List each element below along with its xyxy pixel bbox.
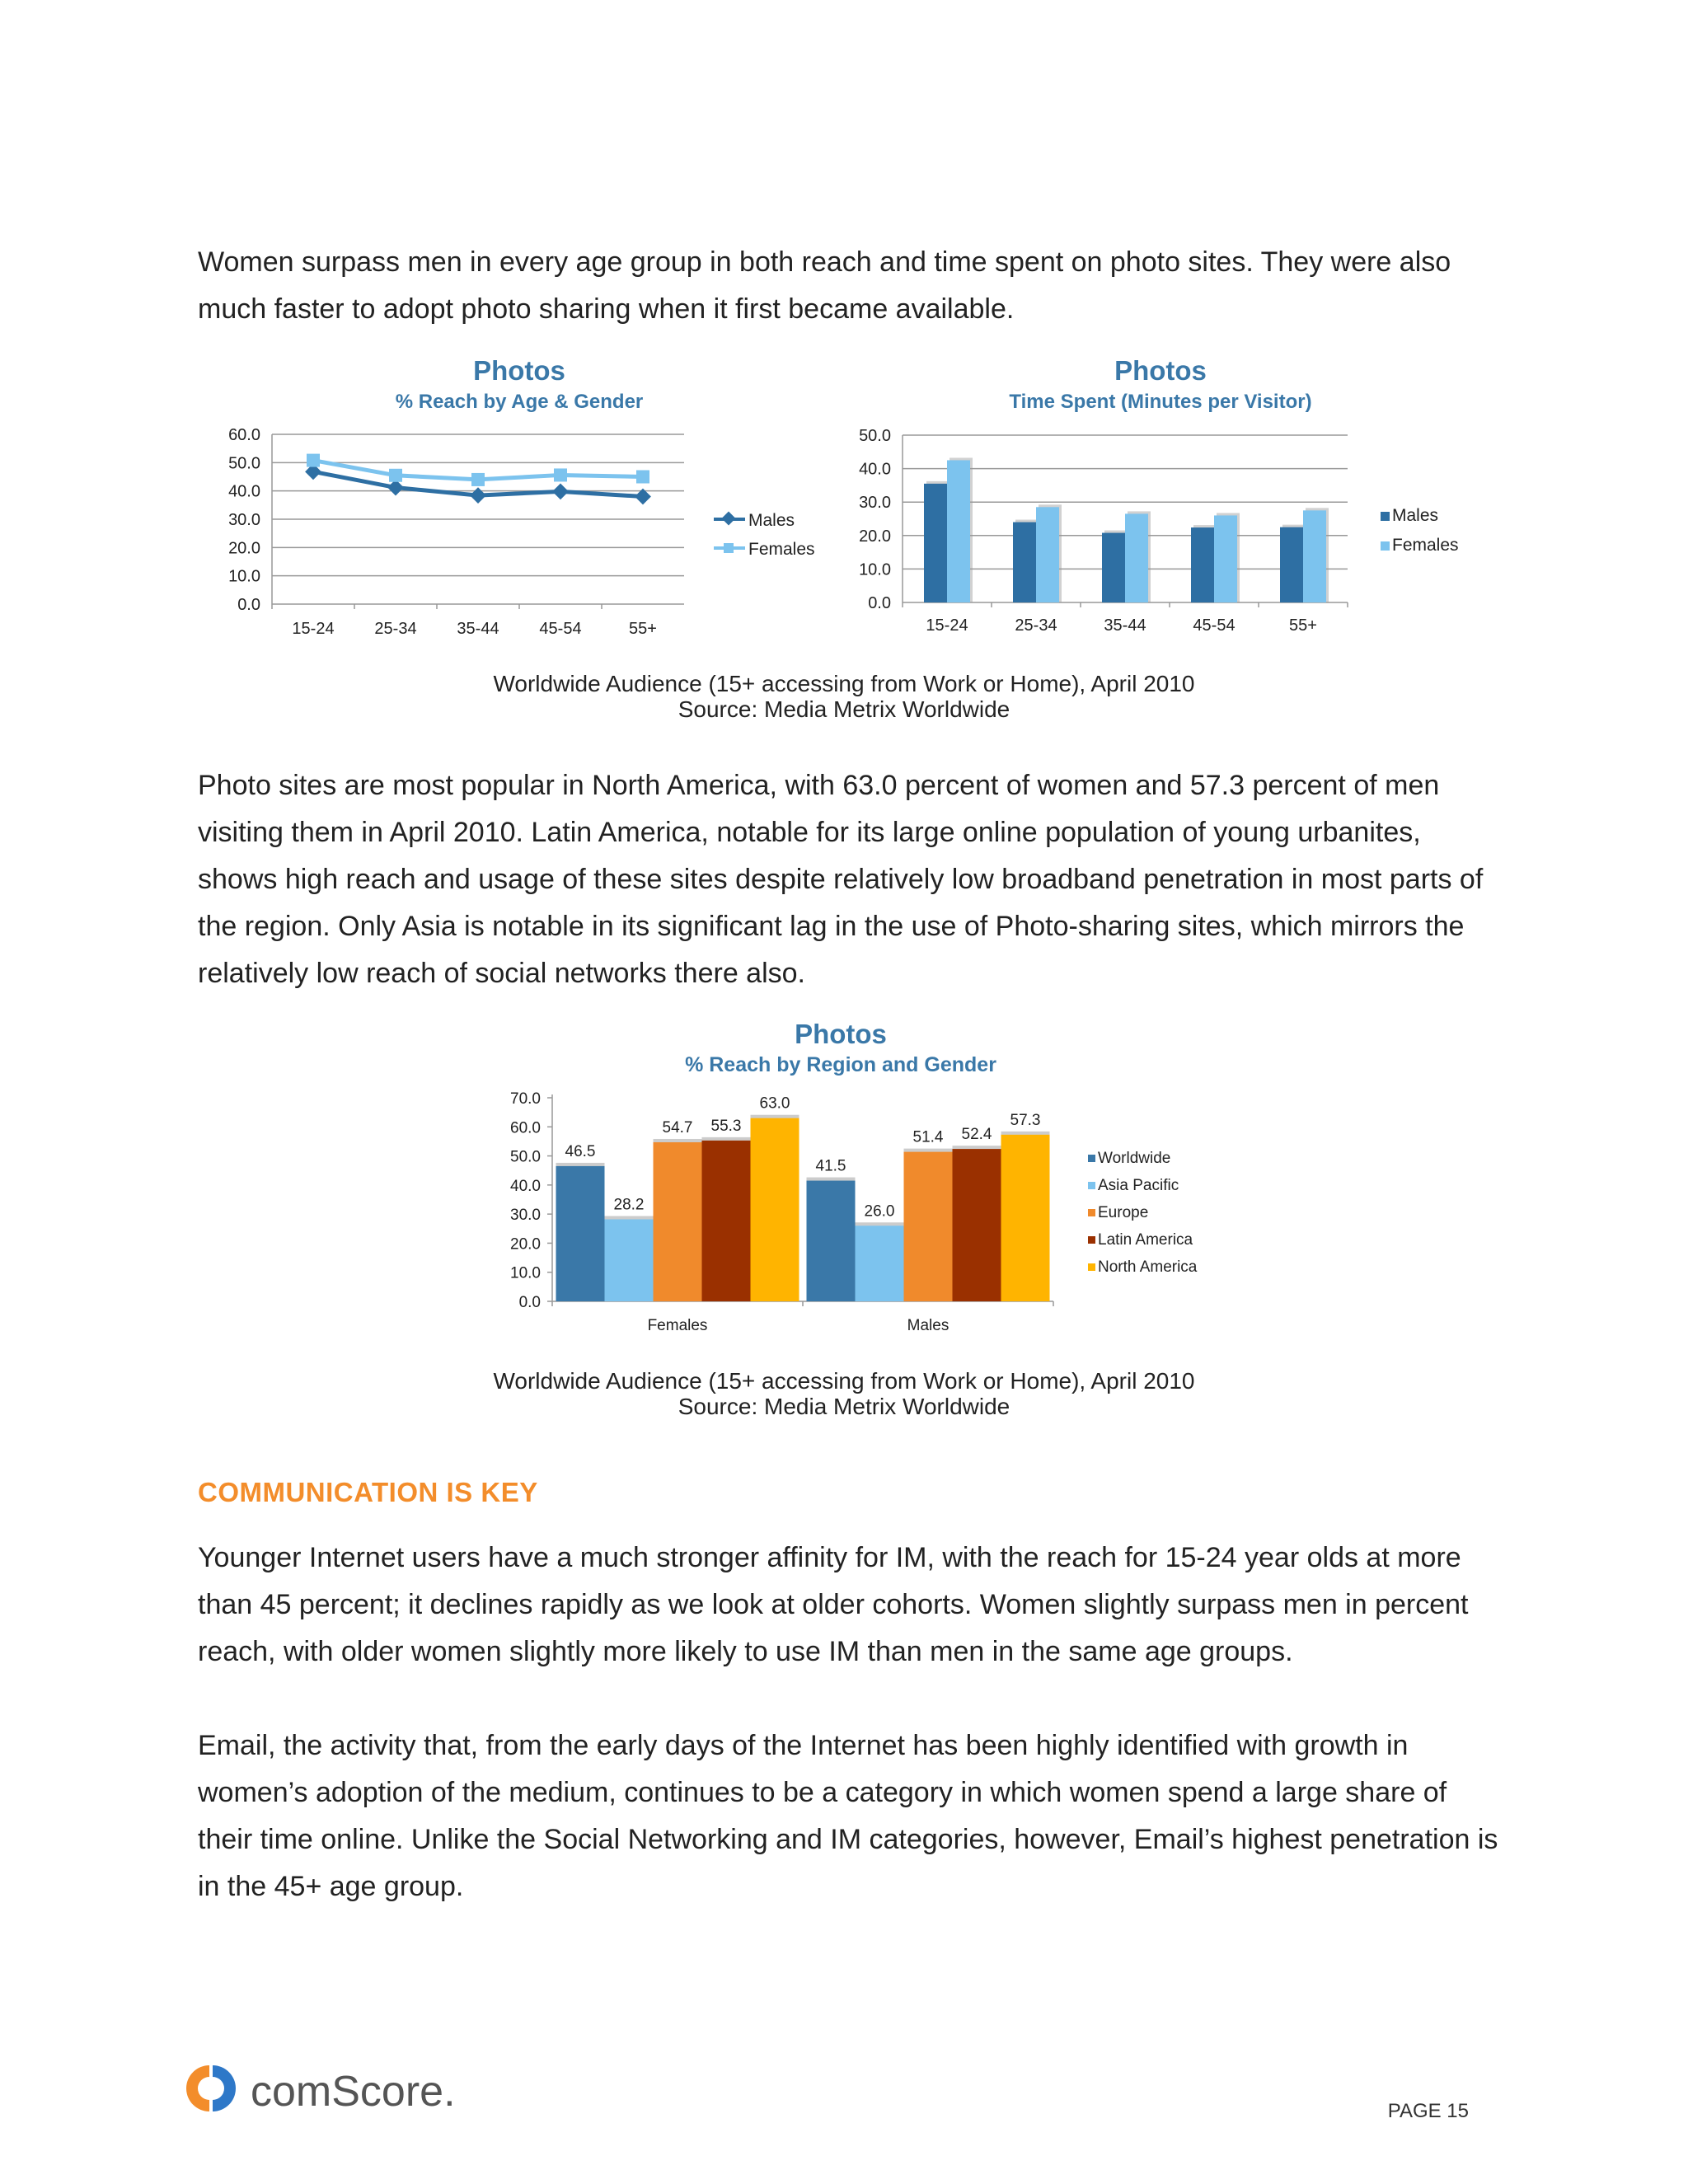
x-tick-label: 45-54 [1193,616,1236,635]
data-label: 63.0 [759,1094,790,1113]
data-label: 41.5 [815,1157,846,1175]
bar-latin-america [953,1149,1001,1301]
chart1-title: Photos [473,355,565,386]
legend-latin-america: Latin America [1098,1231,1193,1249]
bar-europe [904,1152,953,1301]
intro-paragraph: Women surpass men in every age group in both reach and time spent on photo sites. They were also much faster to adopt photo sharing when it first became available. [198,246,1451,325]
reach-by-age-gender-line-chart [198,350,815,647]
y-tick-label: 40.0 [228,482,260,501]
section-heading: COMMUNICATION IS KEY [198,1477,538,1507]
chart-caption-line2: Source: Media Metrix Worldwide [678,1394,1010,1419]
chart2-title: Photos [1114,355,1207,386]
y-tick-label: 30.0 [228,511,260,529]
data-label: 46.5 [565,1142,596,1160]
im-paragraph: Younger Internet users have a much stronger affinity for IM, with the reach for 15-24 year olds at more than 45 percent; it declines rapidly as we look at older cohorts. Women slightly surpass men in percent reach, with older women slightly more likely to use IM than men in the same age groups. [198,1542,1469,1667]
y-tick-label: 30.0 [859,494,891,513]
data-label: 28.2 [613,1196,645,1214]
page-number: PAGE 15 [1387,2100,1469,2122]
legend-females: Females [1392,536,1459,555]
y-tick-label: 40.0 [859,460,891,479]
bar-north-america [1001,1135,1050,1301]
bar-worldwide [556,1166,605,1301]
chart2-subtitle: Time Spent (Minutes per Visitor) [1009,391,1312,413]
y-tick-label: 60.0 [510,1119,541,1137]
x-tick-label: 55+ [1289,616,1317,635]
reach-by-region-bar-chart [462,1014,1245,1335]
chart3-legend [1088,1150,1198,1276]
data-point-females [307,454,320,467]
comscore-logo-icon [186,2065,236,2111]
bar-asia-pacific [605,1219,654,1301]
bar-europe [654,1142,702,1301]
x-tick-label: 25-34 [1015,616,1057,635]
x-tick-label: 15-24 [292,620,335,638]
data-point-females [471,473,485,486]
legend-north-america: North America [1098,1258,1198,1276]
x-tick-label: Males [907,1317,950,1334]
legend-males: Males [748,511,795,530]
data-point-females [389,469,402,482]
data-label: 52.4 [961,1126,992,1144]
x-tick-label: 55+ [629,620,657,638]
chart-caption-line1: Worldwide Audience (15+ accessing from Work or Home), April 2010 [493,671,1195,696]
comscore-logo [185,2062,514,2120]
time-spent-bar-chart [832,350,1492,647]
data-point-males [552,483,569,499]
x-tick-label: Females [647,1317,708,1334]
data-point-females [636,471,649,484]
data-point-males [470,487,486,504]
bar-males [1280,527,1303,602]
y-tick-label: 50.0 [228,454,260,473]
y-tick-label: 40.0 [510,1177,541,1195]
bar-males [1102,533,1125,602]
data-label: 51.4 [912,1128,944,1146]
x-tick-label: 35-44 [1104,616,1146,635]
y-tick-label: 10.0 [859,560,891,579]
x-tick-label: 45-54 [539,620,582,638]
y-tick-label: 20.0 [510,1235,541,1254]
y-tick-label: 0.0 [868,594,891,612]
chart2-legend [1381,506,1459,555]
bar-north-america [751,1118,799,1301]
legend-europe: Europe [1098,1204,1149,1221]
data-label: 54.7 [662,1118,693,1137]
data-label: 26.0 [864,1202,895,1221]
y-tick-label: 0.0 [237,596,260,614]
legend-males: Males [1392,506,1439,525]
bar-females [1125,513,1148,602]
x-tick-label: 15-24 [926,616,968,635]
y-tick-label: 60.0 [228,426,260,444]
x-tick-label: 25-34 [374,620,417,638]
y-tick-label: 30.0 [510,1207,541,1225]
bar-males [1013,523,1036,602]
bar-females [1303,510,1326,602]
data-point-females [554,468,567,481]
chart-caption-line2: Source: Media Metrix Worldwide [678,696,1010,722]
y-tick-label: 20.0 [228,539,260,558]
x-tick-label: 35-44 [457,620,499,638]
data-label: 55.3 [710,1117,742,1135]
bar-males [1191,527,1214,602]
bar-females [1036,507,1059,602]
bar-worldwide [807,1181,856,1301]
y-tick-label: 0.0 [518,1294,541,1311]
legend-asia-pacific: Asia Pacific [1098,1177,1179,1194]
bar-females [947,460,970,602]
chart3-subtitle: % Reach by Region and Gender [685,1053,996,1076]
y-tick-label: 50.0 [859,427,891,445]
bar-latin-america [702,1141,751,1301]
bar-females [1214,515,1237,602]
chart3-title: Photos [795,1019,887,1049]
y-tick-label: 50.0 [510,1148,541,1166]
legend-worldwide: Worldwide [1098,1150,1171,1167]
legend-females: Females [748,540,815,559]
chart1-subtitle: % Reach by Age & Gender [395,391,644,413]
y-tick-label: 10.0 [510,1264,541,1282]
email-paragraph: Email, the activity that, from the early days of the Internet has been highly identified with growth in women’s adoption of the medium, continues to be a category in which women spend a large share of their time online. Unlike the Social Networking and IM categories, however, Email’s highest penetration is in the 45+ age group. [198,1730,1498,1902]
y-tick-label: 20.0 [859,527,891,546]
bar-males [924,484,947,602]
y-tick-label: 70.0 [510,1090,541,1108]
data-label: 57.3 [1010,1111,1041,1129]
y-tick-label: 10.0 [228,567,260,586]
chart1-legend [714,511,815,559]
region-paragraph: Photo sites are most popular in North America, with 63.0 percent of women and 57.3 percent of men visiting them in April 2010. Latin America, notable for its large online population of young urbanites, shows high reach and usage of these sites despite relatively low broadband penetration in most parts of the region. Only Asia is notable in its significant lag in the use of Photo-sharing sites, which mirrors the relatively low reach of social networks there also. [198,770,1484,989]
bar-asia-pacific [856,1226,904,1301]
comscore-logo-text: comScore. [251,2068,456,2116]
chart-caption-line1: Worldwide Audience (15+ accessing from Work or Home), April 2010 [493,1368,1195,1394]
